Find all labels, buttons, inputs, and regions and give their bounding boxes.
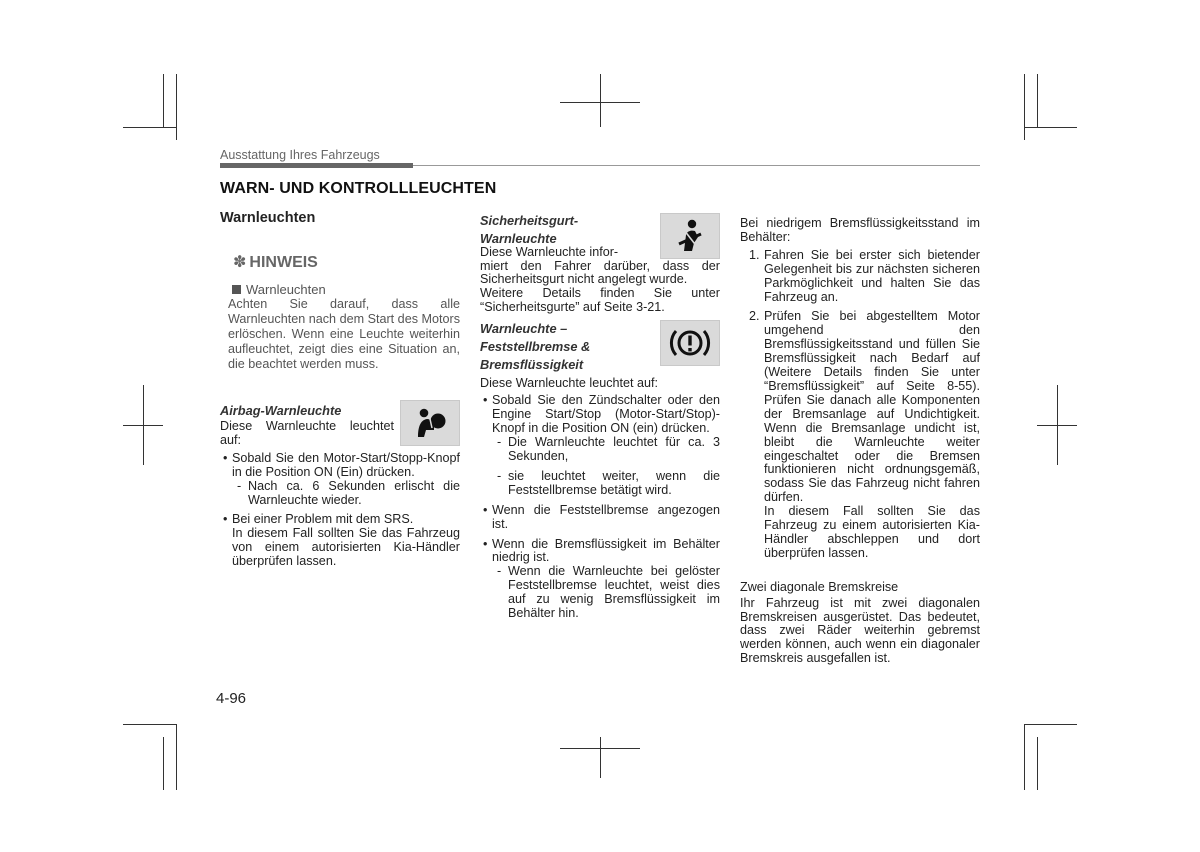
crop-mark [1024, 724, 1077, 725]
column-right [740, 212, 980, 666]
seatbelt-text-part: dass der Sicherheitsgurt nicht angelegt wurde. [480, 258, 720, 287]
brake-intro: Diese Warnleuchte leuchtet auf: [480, 375, 659, 390]
airbag-warning-icon [400, 400, 460, 446]
brake-title: Warnleuchte – [480, 321, 568, 337]
crop-mark [1057, 385, 1058, 465]
section-label: Ausstattung Ihres Fahrzeugs [220, 148, 380, 162]
list-item: - Die Warnleuchte leuchtet für ca. 3 Sekunden, [480, 436, 720, 464]
crop-mark [163, 74, 164, 127]
note-subtitle-text: Warnleuchten [246, 281, 326, 297]
seatbelt-text-part: Diese Warnleuchte infor- [480, 244, 619, 259]
page-number: 4-96 [216, 690, 247, 707]
crop-mark [600, 74, 601, 127]
list-item: • Wenn die Bremsflüssigkeit im Behälter niedrig ist. [480, 538, 720, 566]
seatbelt-text-part: miert den Fahrer darüber, [480, 258, 651, 273]
list-item-text: Fahren Sie bei erster sich bietender Gelegenheit bis zur nächsten sicheren Parkmöglichkeit und halten Sie das Fahrzeug an. [764, 247, 980, 304]
crop-mark [176, 74, 177, 140]
list-item [740, 310, 980, 505]
header-rule-accent [220, 163, 413, 168]
note-label: HINWEIS [249, 253, 318, 271]
column-left [220, 212, 460, 569]
brake-section [480, 320, 720, 621]
list-number: 2. [749, 309, 760, 324]
crop-mark [1037, 74, 1038, 127]
airbag-section [220, 402, 460, 569]
seatbelt-warning-icon [660, 213, 720, 259]
list-item: • Bei einer Problem mit dem SRS. [220, 513, 460, 527]
list-item: - Nach ca. 6 Sekunden erlischt die Warnleuchte wieder. [220, 480, 460, 508]
list-item-continuation: In diesem Fall sollten Sie das Fahrzeug zu einem autorisierten Kia-Händler abschleppen und dort überprüfen lassen. [764, 504, 980, 560]
list-item: • Sobald Sie den Zündschalter oder den Engine Start/Stop (Motor-Start/Stop)-Knopf in die Position ON (ein) drücken. [480, 394, 720, 436]
airbag-intro: Diese Warnleuchte leuchtet auf: [220, 418, 394, 447]
list-item: - Wenn die Warnleuchte bei gelöster Feststellbremse leuchtet, weist dies auf zu wenig Bremsflüssigkeit im Behälter hin. [480, 565, 720, 621]
note-subtitle [220, 283, 460, 297]
crop-mark [1037, 737, 1038, 790]
brake-title-cont: Bremsflüssigkeit [480, 356, 584, 372]
airbag-title: Airbag-Warnleuchte [220, 403, 342, 419]
subsection-heading: Zwei diagonale Bremskreise [740, 579, 899, 594]
brake-title-cont: Feststellbremse & [480, 338, 591, 354]
brake-fluid-intro: Bei niedrigem Bremsflüssigkeitsstand im Behälter: [740, 216, 980, 244]
crop-mark [1024, 127, 1077, 128]
list-number: 1. [749, 247, 760, 262]
crop-mark [1024, 724, 1025, 790]
list-item: - sie leuchtet weiter, wenn die Feststellbremse betätigt wird. [480, 470, 720, 498]
seatbelt-title-cont: Warnleuchte [480, 230, 557, 246]
list-item: • Sobald Sie den Motor-Start/Stopp-Knopf in die Position ON (Ein) drücken. [220, 452, 460, 480]
seatbelt-reference: Weitere Details finden Sie unter “Sicherheitsgurte” auf Seite 3-21. [480, 286, 720, 315]
crop-mark [123, 127, 176, 128]
note-body: Achten Sie darauf, dass alle Warnleuchten nach dem Start des Motors erlöschen. Wenn eine Leuchte weiterhin aufleuchtet, zeigt dies eine Situation an, die beachtet werden muss. [228, 296, 460, 372]
page-title: WARN- UND KONTROLLLEUCHTEN [220, 180, 497, 197]
crop-mark [143, 385, 144, 465]
crop-mark [176, 724, 177, 790]
note-heading [220, 253, 460, 271]
subsection-body: Ihr Fahrzeug ist mit zwei diagonalen Bremskreisen ausgerüstet. Das bedeutet, dass zwei Räder weiterhin gebremst werden können, auch wenn ein diagonaler Bremskreis ausgefallen ist. [740, 595, 980, 666]
brake-warning-icon [660, 320, 720, 366]
list-item: In diesem Fall sollten Sie das Fahrzeug von einem autorisierten Kia-Händler überprüfen lassen. [232, 526, 460, 569]
section-heading: Warnleuchten [220, 210, 316, 226]
crop-mark [123, 724, 176, 725]
list-item: • Wenn die Feststellbremse angezogen ist. [480, 504, 720, 532]
list-item-text: Prüfen Sie bei abgestelltem Motor umgehend den Bremsflüssigkeitsstand und füllen Sie Bremsflüssigkeit nach Bedarf auf (Weitere Details finden Sie unter “Bremsflüssigkeit” auf Seite 8-55). Prüfen Sie danach alle Komponenten der Bremsanlage auf Undichtigkeit. Wenn die Bremsanlage undicht ist, bleibt die Warnleuchte weiter eingeschaltet oder die Bremsen funktionieren nicht ordnungsgemäß, sodass Sie das Fahrzeug nicht fahren dürfen. [764, 309, 980, 505]
note-star-icon: ✽ [233, 253, 247, 271]
list-item [740, 249, 980, 305]
column-middle [480, 212, 720, 621]
square-bullet-icon [232, 285, 241, 294]
crop-mark [600, 737, 601, 778]
crop-mark [163, 737, 164, 790]
seatbelt-title: Sicherheitsgurt- [480, 213, 579, 228]
crop-mark [1024, 74, 1025, 140]
